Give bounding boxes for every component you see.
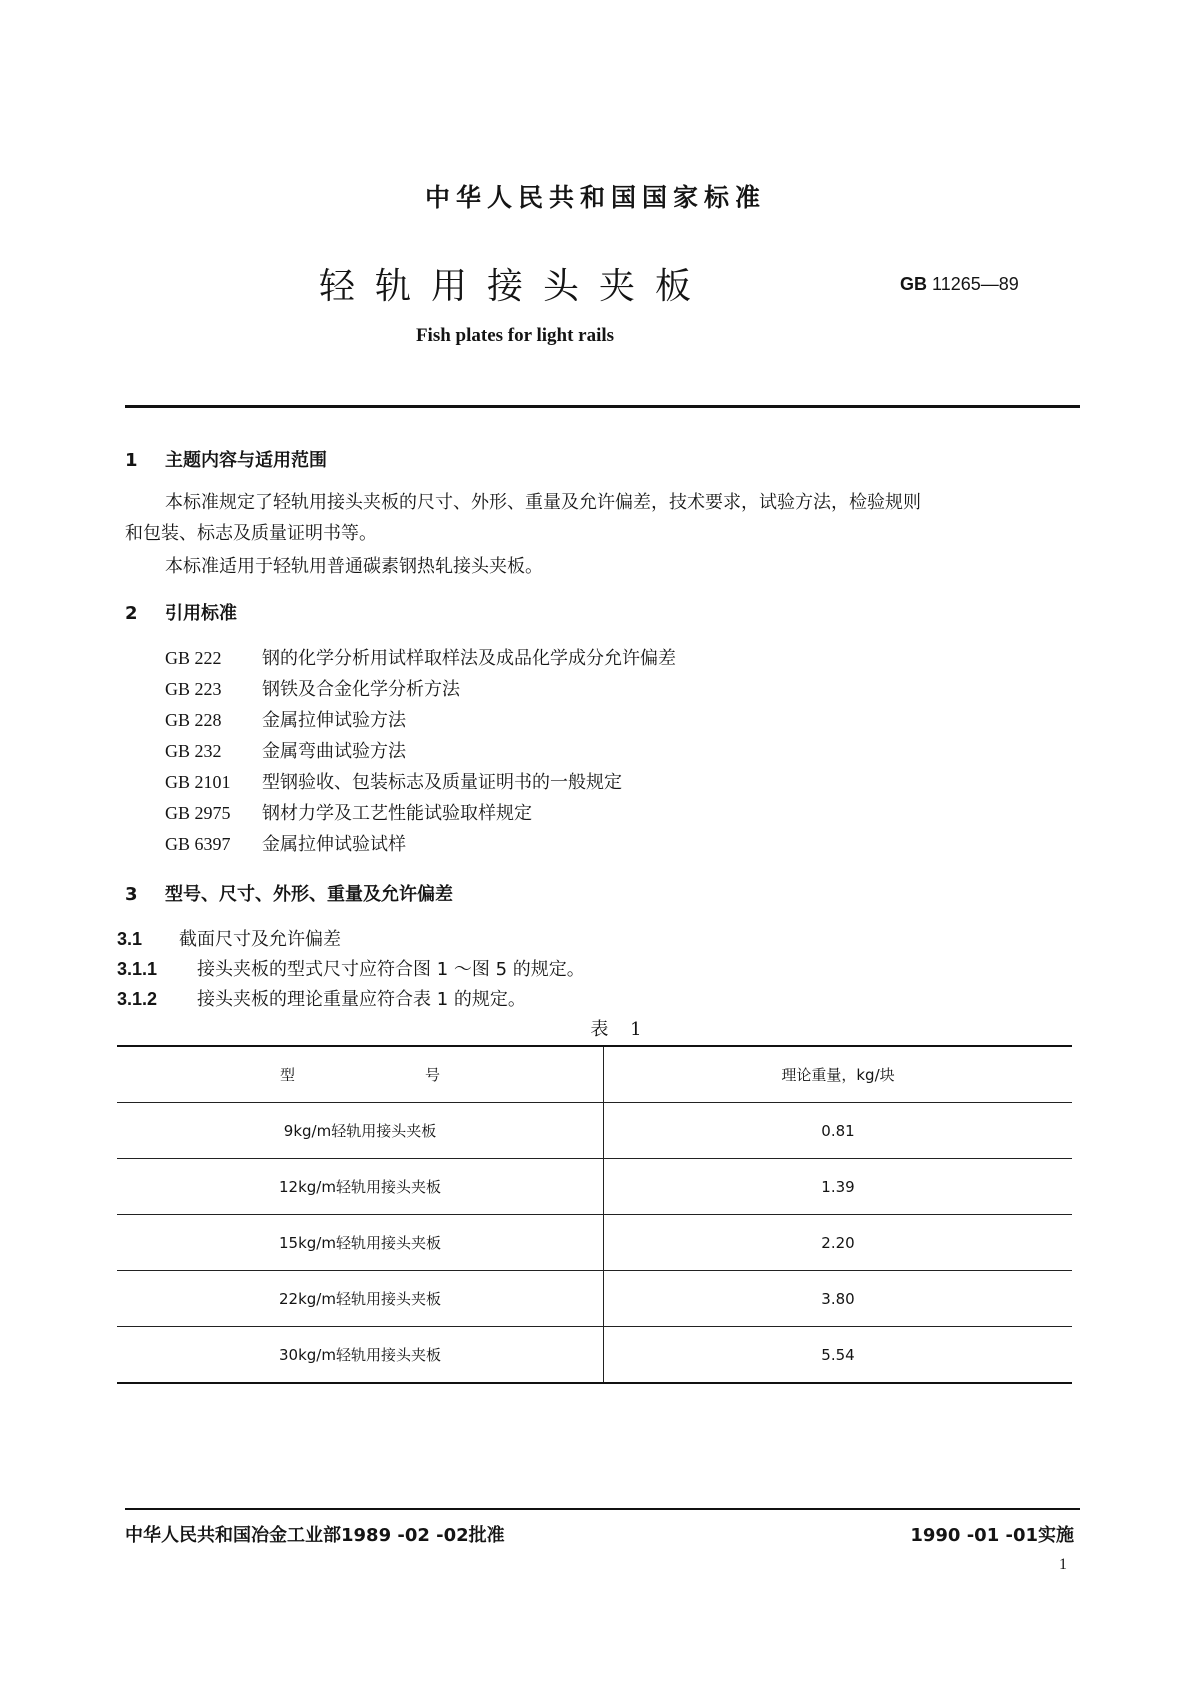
reference-title: 金属弯曲试验方法 <box>262 741 406 762</box>
column-header-model: 型 号 <box>117 1046 604 1103</box>
model-cell: 30kg/m轻轨用接头夹板 <box>117 1327 604 1384</box>
reference-code: GB 223 <box>165 679 222 699</box>
reference-item <box>165 798 676 829</box>
weight-table <box>117 1045 1072 1384</box>
model-cell: 15kg/m轻轨用接头夹板 <box>117 1215 604 1271</box>
reference-code: GB 228 <box>165 710 222 730</box>
table-row <box>117 1103 1072 1159</box>
reference-item <box>165 643 676 674</box>
model-cell: 12kg/m轻轨用接头夹板 <box>117 1159 604 1215</box>
weight-cell: 0.81 <box>604 1103 1073 1159</box>
table-1-caption: 表 1 <box>590 1019 650 1040</box>
reference-title: 钢铁及合金化学分析方法 <box>262 679 460 700</box>
reference-title: 钢的化学分析用试样取样法及成品化学成分允许偏差 <box>262 648 676 669</box>
section-1-title: 主题内容与适用范围 <box>165 450 327 471</box>
reference-item <box>165 736 676 767</box>
subsection-3-1-2 <box>117 985 526 1011</box>
subsection-3-1-1 <box>117 955 585 981</box>
subsection-3-1 <box>117 925 341 951</box>
english-title: Fish plates for light rails <box>415 325 615 346</box>
section-2-title: 引用标准 <box>165 603 237 624</box>
section-2-heading <box>125 599 237 625</box>
standard-type-heading: 中华人民共和国国家标准 <box>424 183 766 212</box>
standard-code <box>900 274 1019 295</box>
document-title: 轻轨用接头夹板 <box>318 266 711 307</box>
table-row <box>117 1271 1072 1327</box>
section-3-number: 3 <box>125 884 138 905</box>
reference-item <box>165 705 676 736</box>
subsection-3-1-title: 截面尺寸及允许偏差 <box>179 929 341 950</box>
footer-rule <box>125 1508 1080 1510</box>
subsection-3-1-2-text: 接头夹板的理论重量应符合表 1 的规定。 <box>197 989 526 1010</box>
weight-cell: 2.20 <box>604 1215 1073 1271</box>
header-rule <box>125 405 1080 408</box>
table-row <box>117 1159 1072 1215</box>
section-1-para-1-line-2: 和包装、标志及质量证明书等。 <box>125 523 377 544</box>
table-row <box>117 1215 1072 1271</box>
reference-code: GB 232 <box>165 741 222 761</box>
reference-list <box>165 643 676 860</box>
reference-item <box>165 829 676 860</box>
subsection-3-1-2-number: 3.1.2 <box>117 989 158 1009</box>
reference-code: GB 2101 <box>165 772 231 792</box>
reference-code: GB 222 <box>165 648 222 668</box>
reference-title: 型钢验收、包装标志及质量证明书的一般规定 <box>262 772 622 793</box>
approval-note: 中华人民共和国冶金工业部1989 -02 -02批准 <box>125 1525 505 1546</box>
model-cell: 22kg/m轻轨用接头夹板 <box>117 1271 604 1327</box>
subsection-3-1-1-text: 接头夹板的型式尺寸应符合图 1 ～图 5 的规定。 <box>197 959 585 980</box>
standard-code-prefix: GB <box>900 274 927 294</box>
weight-cell: 5.54 <box>604 1327 1073 1384</box>
reference-title: 钢材力学及工艺性能试验取样规定 <box>262 803 532 824</box>
weight-cell: 3.80 <box>604 1271 1073 1327</box>
section-1-para-2: 本标准适用于轻轨用普通碳素钢热轧接头夹板。 <box>165 556 543 577</box>
table-header-row <box>117 1046 1072 1103</box>
column-header-weight: 理论重量，kg/块 <box>604 1046 1073 1103</box>
subsection-3-1-number: 3.1 <box>117 929 143 949</box>
reference-title: 金属拉伸试验试样 <box>262 834 406 855</box>
reference-code: GB 6397 <box>165 834 231 854</box>
reference-item <box>165 674 676 705</box>
page-number: 1 <box>1059 1556 1067 1573</box>
table-row <box>117 1327 1072 1384</box>
section-3-heading <box>125 880 453 906</box>
reference-item <box>165 767 676 798</box>
effective-date: 1990 -01 -01实施 <box>910 1525 1074 1546</box>
section-1-para-1-line-1: 本标准规定了轻轨用接头夹板的尺寸、外形、重量及允许偏差，技术要求，试验方法，检验规则 <box>165 492 921 513</box>
reference-title: 金属拉伸试验方法 <box>262 710 406 731</box>
section-1-number: 1 <box>125 450 138 471</box>
section-1-heading <box>125 446 327 472</box>
weight-cell: 1.39 <box>604 1159 1073 1215</box>
subsection-3-1-1-number: 3.1.1 <box>117 959 158 979</box>
reference-code: GB 2975 <box>165 803 231 823</box>
model-cell: 9kg/m轻轨用接头夹板 <box>117 1103 604 1159</box>
section-3-title: 型号、尺寸、外形、重量及允许偏差 <box>165 884 453 905</box>
standard-code-number: 11265—89 <box>932 274 1019 294</box>
section-2-number: 2 <box>125 603 138 624</box>
